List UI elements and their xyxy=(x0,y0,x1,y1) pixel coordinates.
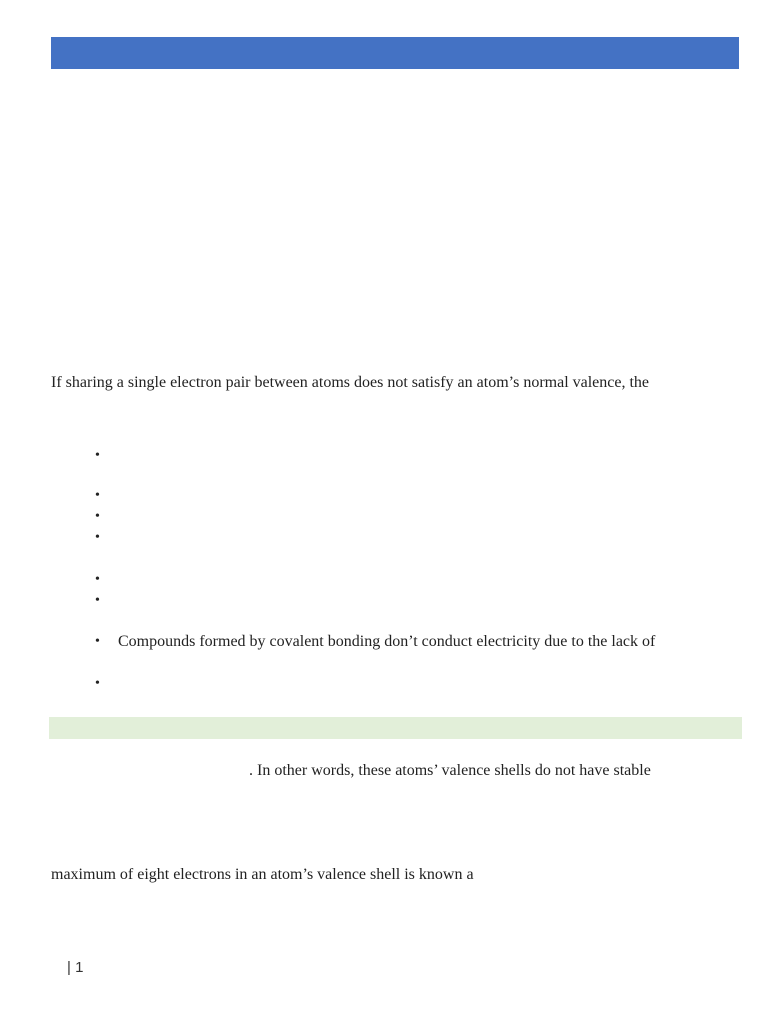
bullet-marker: • xyxy=(95,572,100,587)
highlight-band xyxy=(49,717,742,739)
bullet-marker: • xyxy=(95,448,100,463)
list-item-text: Compounds formed by covalent bonding don’t conduct electricity due to the lack of xyxy=(118,633,656,650)
paragraph-1: If sharing a single electron pair between atoms does not satisfy an atom’s normal valence, the xyxy=(51,374,650,391)
bullet-marker: • xyxy=(95,634,100,649)
bullet-marker: • xyxy=(95,488,100,503)
bullet-marker: • xyxy=(95,509,100,524)
bullet-marker: • xyxy=(95,593,100,608)
bullet-marker: • xyxy=(95,676,100,691)
bullet-marker: • xyxy=(95,530,100,545)
paragraph-3: maximum of eight electrons in an atom’s valence shell is known a xyxy=(51,866,474,883)
page-number: | 1 xyxy=(67,959,84,976)
header-bar xyxy=(51,37,739,69)
paragraph-2: . In other words, these atoms’ valence shells do not have stable xyxy=(249,762,651,779)
